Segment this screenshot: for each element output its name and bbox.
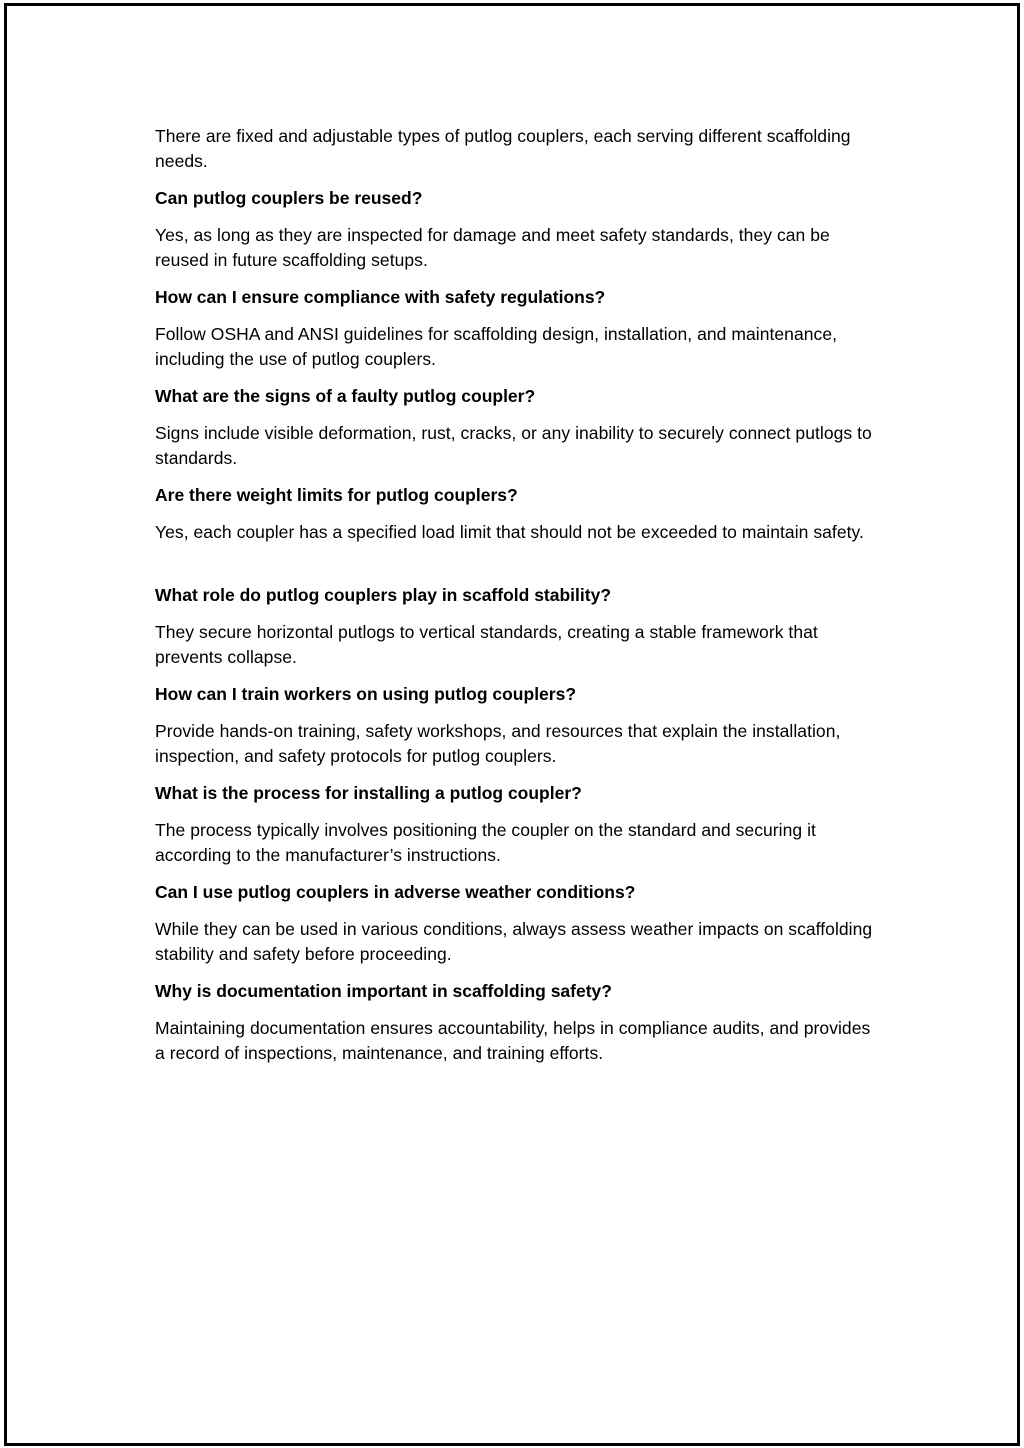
answer-weight-limits: Yes, each coupler has a specified load limit that should not be exceeded to maintain safety. [155,522,864,542]
answer-stability-role: They secure horizontal putlogs to vertical standards, creating a stable framework that prevents collapse. [155,622,818,667]
answer-coupler-types: There are fixed and adjustable types of putlog couplers, each serving different scaffolding needs. [155,126,851,171]
question-stability-role: What role do putlog couplers play in scaffold stability? [155,585,612,605]
question-faulty-signs: What are the signs of a faulty putlog coupler? [155,386,536,406]
question-weight-limits: Are there weight limits for putlog couplers? [155,485,518,505]
question-weather: Can I use putlog couplers in adverse weather conditions? [155,882,636,902]
question-reuse: Can putlog couplers be reused? [155,188,423,208]
document-body [155,124,875,1078]
answer-faulty-signs: Signs include visible deformation, rust, cracks, or any inability to securely connect putlogs to standards. [155,423,872,468]
question-installation: What is the process for installing a putlog coupler? [155,783,582,803]
question-training: How can I train workers on using putlog couplers? [155,684,577,704]
section-gap [155,557,875,583]
question-documentation: Why is documentation important in scaffolding safety? [155,981,612,1001]
answer-compliance: Follow OSHA and ANSI guidelines for scaffolding design, installation, and maintenance, including the use of putlog couplers. [155,324,838,369]
answer-reuse: Yes, as long as they are inspected for damage and meet safety standards, they can be reused in future scaffolding setups. [155,225,830,270]
answer-weather: While they can be used in various conditions, always assess weather impacts on scaffolding stability and safety before proceeding. [155,919,873,964]
answer-installation: The process typically involves positioning the coupler on the standard and securing it according to the manufacturer’s instructions. [155,820,816,865]
answer-training: Provide hands-on training, safety workshops, and resources that explain the installation, inspection, and safety protocols for putlog couplers. [155,721,841,766]
question-compliance: How can I ensure compliance with safety regulations? [155,287,606,307]
answer-documentation: Maintaining documentation ensures accountability, helps in compliance audits, and provides a record of inspections, maintenance, and training efforts. [155,1018,871,1063]
